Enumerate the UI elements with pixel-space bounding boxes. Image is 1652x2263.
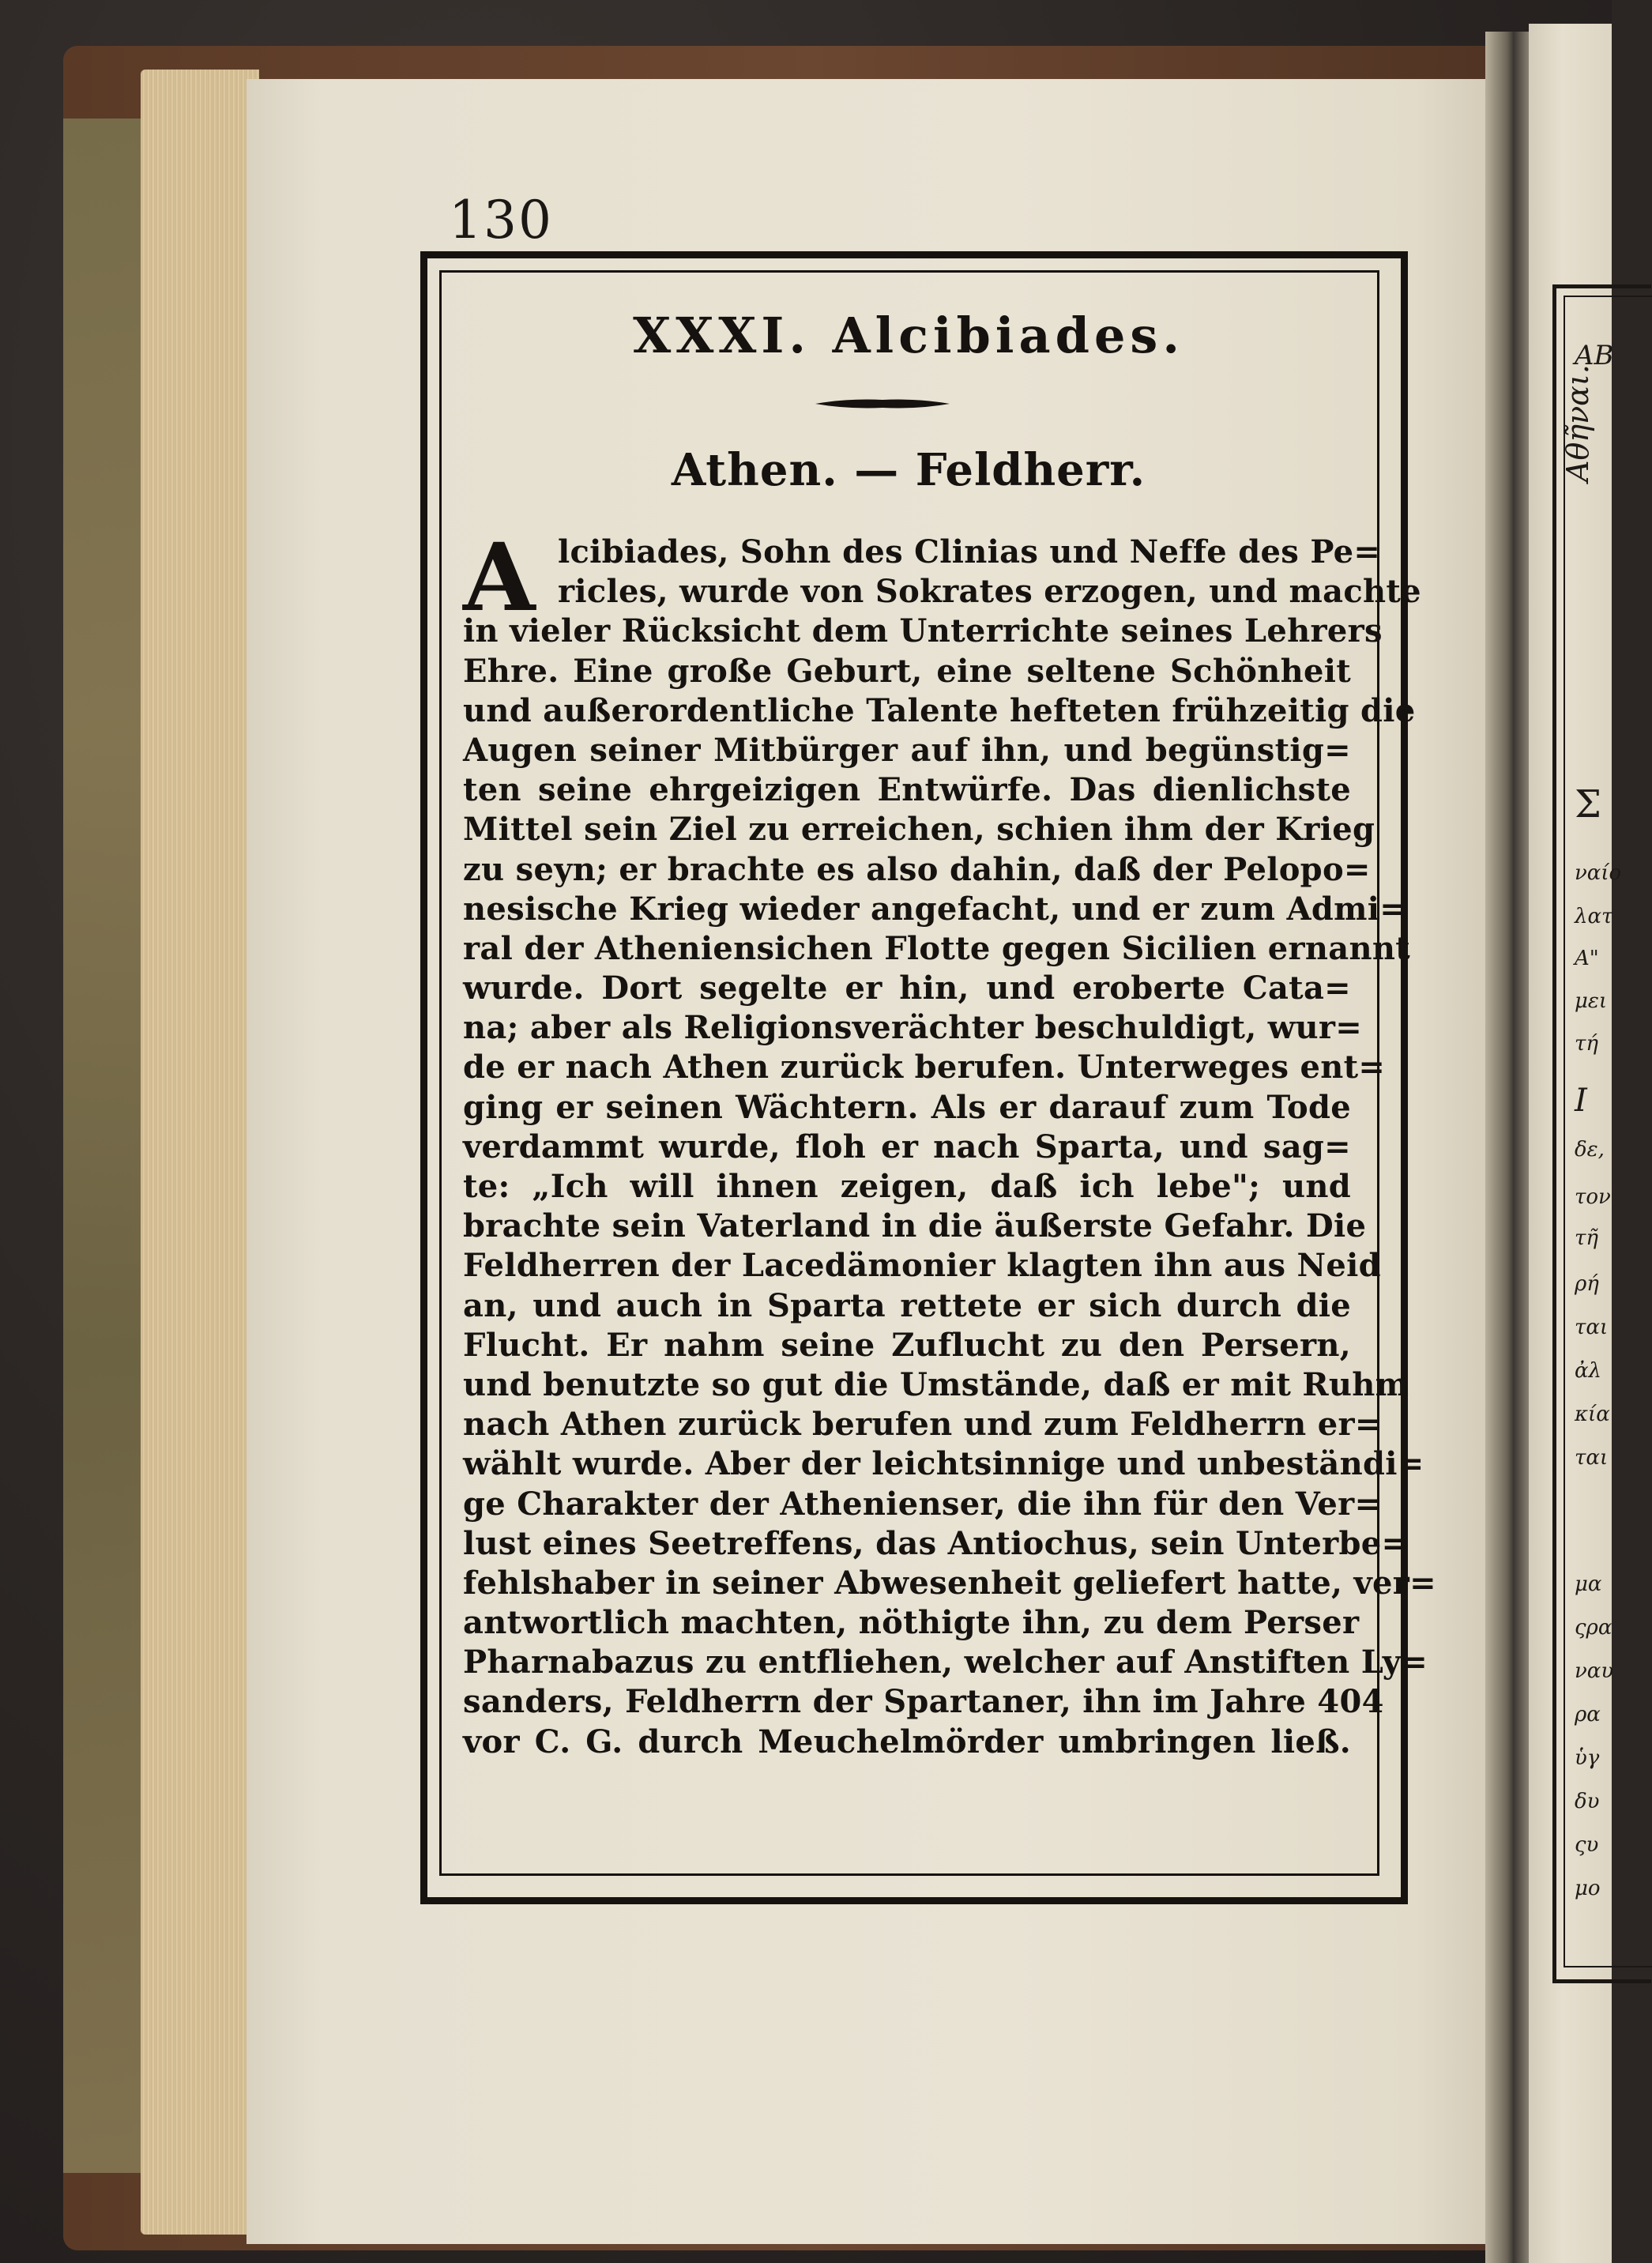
body-text	[463, 522, 1436, 1762]
text-line: Flucht. Er nahm seine Zuflucht zu den Persern,	[463, 1326, 1351, 1364]
text-line: sanders, Feldherrn der Spartaner, ihn im Jahre 404	[463, 1683, 1384, 1721]
facing-fragment: Α"	[1575, 947, 1599, 970]
facing-fragment: μο	[1575, 1877, 1601, 1900]
facing-fragment: ἀλ	[1575, 1359, 1602, 1383]
facing-fragment: τον	[1575, 1185, 1611, 1209]
text-line: nesische Krieg wieder angefacht, und er zum Admi=	[463, 890, 1407, 928]
text-line: in vieler Rücksicht dem Unterrichte seines Lehrers	[463, 612, 1383, 650]
facing-rotated-title: Αθῆναι.	[1560, 364, 1595, 482]
text-line: nach Athen zurück berufen und zum Feldherrn er=	[463, 1406, 1382, 1444]
text-line: ten seine ehrgeizigen Entwürfe. Das dienlichste	[463, 771, 1351, 809]
facing-fragment: δυ	[1575, 1790, 1600, 1813]
facing-fragment: κία	[1575, 1403, 1610, 1426]
facing-fragment: δε,	[1575, 1138, 1605, 1162]
text-line: verdammt wurde, floh er nach Sparta, und sag=	[463, 1128, 1351, 1165]
book-gutter	[1485, 32, 1533, 2263]
facing-fragment: μα	[1575, 1572, 1602, 1596]
text-line: Augen seiner Mitbürger auf ihn, und begünstig=	[463, 731, 1351, 769]
facing-fragment: ςρα	[1575, 1616, 1612, 1640]
text-line: Pharnabazus zu entfliehen, welcher auf Anstiften Ly=	[463, 1644, 1428, 1681]
chapter-title: XXXI. Alcibiades.	[633, 307, 1184, 364]
text-line: lust eines Seetreffens, das Antiochus, sein Unterbe=	[463, 1524, 1409, 1562]
text-line: vor C. G. durch Meuchelmörder umbringen ließ.	[463, 1723, 1351, 1760]
text-line: na; aber als Religionsverächter beschuldigt, wur=	[463, 1009, 1363, 1047]
text-line: fehlshaber in seiner Abwesenheit geliefert hatte, ver=	[463, 1564, 1436, 1602]
facing-fragment: ναυ	[1575, 1659, 1614, 1683]
text-line: ge Charakter der Athenienser, die ihn für den Ver=	[463, 1485, 1382, 1523]
drop-cap: A	[463, 522, 536, 632]
text-line: lcibiades, Sohn des Clinias und Neffe des Pe=	[558, 533, 1381, 570]
facing-page	[1529, 24, 1622, 2263]
facing-fragment: τῆ	[1575, 1226, 1598, 1250]
facing-fragment: ρα	[1575, 1703, 1601, 1726]
text-line: und benutzte so gut die Umstände, daß er mit Ruhm	[463, 1365, 1409, 1403]
facing-fragment: μει	[1575, 989, 1608, 1013]
facing-fragment: Ι	[1575, 1083, 1587, 1119]
facing-header: ΑΒ	[1575, 340, 1614, 371]
text-line: Ehre. Eine große Geburt, eine seltene Schönheit	[463, 652, 1351, 690]
facing-fragment: ται	[1575, 1316, 1609, 1339]
facing-fragment: ςυ	[1575, 1833, 1599, 1857]
text-line: antwortlich machten, nöthigte ihn, zu dem Perser	[463, 1604, 1360, 1642]
cover-spine-strip	[63, 119, 150, 2173]
text-line: Feldherren der Lacedämonier klagten ihn aus Neid	[463, 1247, 1381, 1285]
facing-fragment: Σ	[1575, 782, 1601, 827]
facing-fragment: τή	[1575, 1032, 1598, 1056]
text-line: wählt wurde. Aber der leichtsinnige und unbeständi=	[463, 1445, 1424, 1483]
facing-fragment: ναίο	[1575, 861, 1622, 885]
text-line: ral der Atheniensichen Flotte gegen Sicilien ernannt	[463, 929, 1410, 967]
text-line: Mittel sein Ziel zu erreichen, schien ihm der Krieg	[463, 811, 1375, 849]
title-ornament	[815, 395, 950, 412]
text-line: ging er seinen Wächtern. Als er darauf zum Tode	[463, 1088, 1351, 1126]
text-line: brachte sein Vaterland in die äußerste Gefahr. Die	[463, 1207, 1367, 1245]
page-number: 130	[449, 190, 553, 250]
text-line: te: „Ich will ihnen zeigen, daß ich lebe"; und	[463, 1168, 1351, 1205]
facing-fragment: ρή	[1575, 1272, 1599, 1296]
facing-fragment: ὑγ	[1575, 1746, 1600, 1770]
text-line: an, und auch in Sparta rettete er sich durch die	[463, 1286, 1351, 1324]
text-line: zu seyn; er brachte es also dahin, daß der Pelopo=	[463, 850, 1371, 888]
section-subtitle: Athen. — Feldherr.	[671, 444, 1146, 496]
facing-fragment: ται	[1575, 1446, 1609, 1470]
page-edges	[141, 70, 259, 2235]
text-line: de er nach Athen zurück berufen. Unterweges ent=	[463, 1049, 1386, 1086]
text-line: ricles, wurde von Sokrates erzogen, und machte	[558, 573, 1421, 611]
text-line: wurde. Dort segelte er hin, und eroberte Cata=	[463, 970, 1351, 1007]
facing-fragment: λατ	[1575, 905, 1613, 928]
text-line: und außerordentliche Talente hefteten frühzeitig die	[463, 691, 1416, 729]
